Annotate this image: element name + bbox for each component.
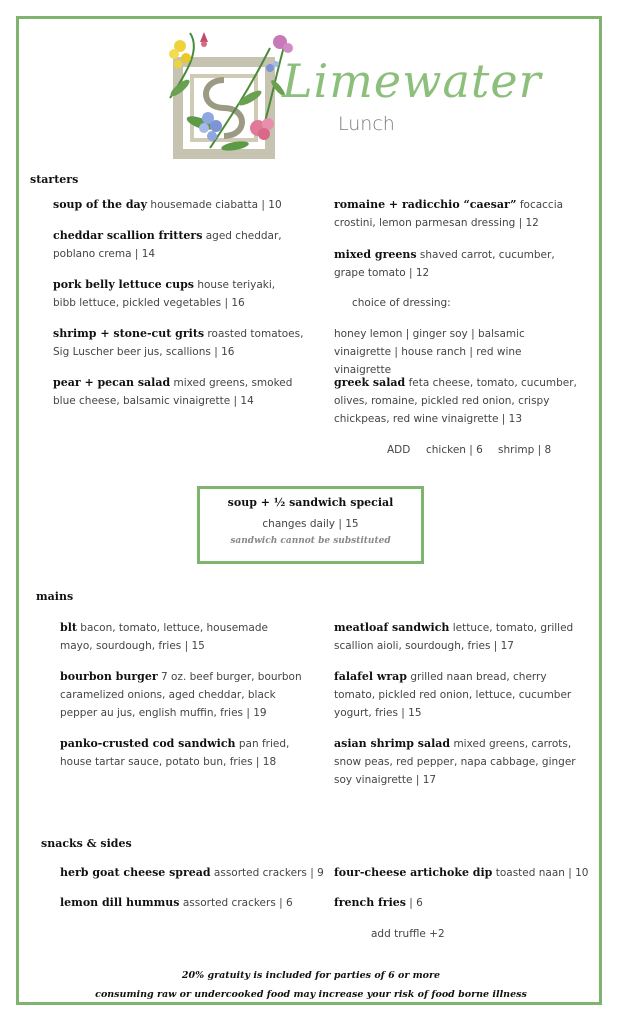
special-box <box>197 486 424 564</box>
menu-item: pear + pecan salad mixed greens, smoked blue cheese, balsamic vinaigrette | 14 <box>53 376 293 407</box>
food-warning: consuming raw or undercooked food may increase your risk of food borne illness <box>95 989 527 1000</box>
menu-subtitle: Lunch <box>338 113 395 135</box>
brand-logotype: Limewater <box>282 54 542 108</box>
section-title-snacks: snacks & sides <box>41 837 132 850</box>
menu-item: mixed greens shaved carrot, cucumber, grape tomato | 12 <box>334 248 555 279</box>
add-label: ADD <box>387 444 411 456</box>
menu-item: lemon dill hummus assorted crackers | 6 <box>60 896 293 909</box>
menu-item: panko-crusted cod sandwich pan fried, house tartar sauce, potato bun, fries | 18 <box>60 737 290 768</box>
menu-item: romaine + radicchio “caesar” focaccia crostini, lemon parmesan dressing | 12 <box>334 198 564 229</box>
menu-item: asian shrimp salad mixed greens, carrots, snow peas, red pepper, napa cabbage, ginger soy vinaigrette | 17 <box>334 737 576 786</box>
menu-item: four-cheese artichoke dip toasted naan | 10 <box>334 866 589 879</box>
menu-item: pork belly lettuce cups house teriyaki, bibb lettuce, pickled vegetables | 16 <box>53 278 276 309</box>
menu-item: herb goat cheese spread assorted crackers | 9 <box>60 866 324 879</box>
menu-item: cheddar scallion fritters aged cheddar, poblano crema | 14 <box>53 229 282 260</box>
menu-item: meatloaf sandwich lettuce, tomato, grilled scallion aioli, sourdough, fries | 17 <box>334 621 574 652</box>
special-note: sandwich cannot be substituted <box>230 536 391 546</box>
special-desc: changes daily | 15 <box>262 518 359 530</box>
dressing-label: choice of dressing: <box>352 297 451 309</box>
section-title-starters: starters <box>30 173 79 186</box>
add-chicken: chicken | 6 <box>426 444 483 456</box>
menu-item: french fries | 6 <box>334 896 423 909</box>
add-truffle: add truffle +2 <box>371 928 445 940</box>
special-title: soup + ½ sandwich special <box>227 496 394 509</box>
menu-item: shrimp + stone-cut grits roasted tomatoes, Sig Luscher beer jus, scallions | 16 <box>53 327 304 358</box>
menu-item: soup of the day housemade ciabatta | 10 <box>53 198 282 211</box>
section-title-mains: mains <box>36 590 74 603</box>
menu-item: blt bacon, tomato, lettuce, housemade mayo, sourdough, fries | 15 <box>60 621 268 652</box>
menu-item: greek salad feta cheese, tomato, cucumber, olives, romaine, pickled red onion, crispy chickpeas, red wine vinaigrette | 13 <box>334 376 577 425</box>
add-shrimp: shrimp | 8 <box>498 444 552 456</box>
menu-item: falafel wrap grilled naan bread, cherry tomato, pickled red onion, lettuce, cucumber yogurt, fries | 15 <box>334 670 572 719</box>
menu-item: bourbon burger 7 oz. beef burger, bourbon caramelized onions, aged cheddar, black pepper au jus, english muffin, fries | 19 <box>60 670 302 719</box>
dressing-options: honey lemon | ginger soy | balsamic vinaigrette | house ranch | red wine vinaigrette <box>334 328 525 376</box>
gratuity-note: 20% gratuity is included for parties of 6 or more <box>181 970 441 981</box>
